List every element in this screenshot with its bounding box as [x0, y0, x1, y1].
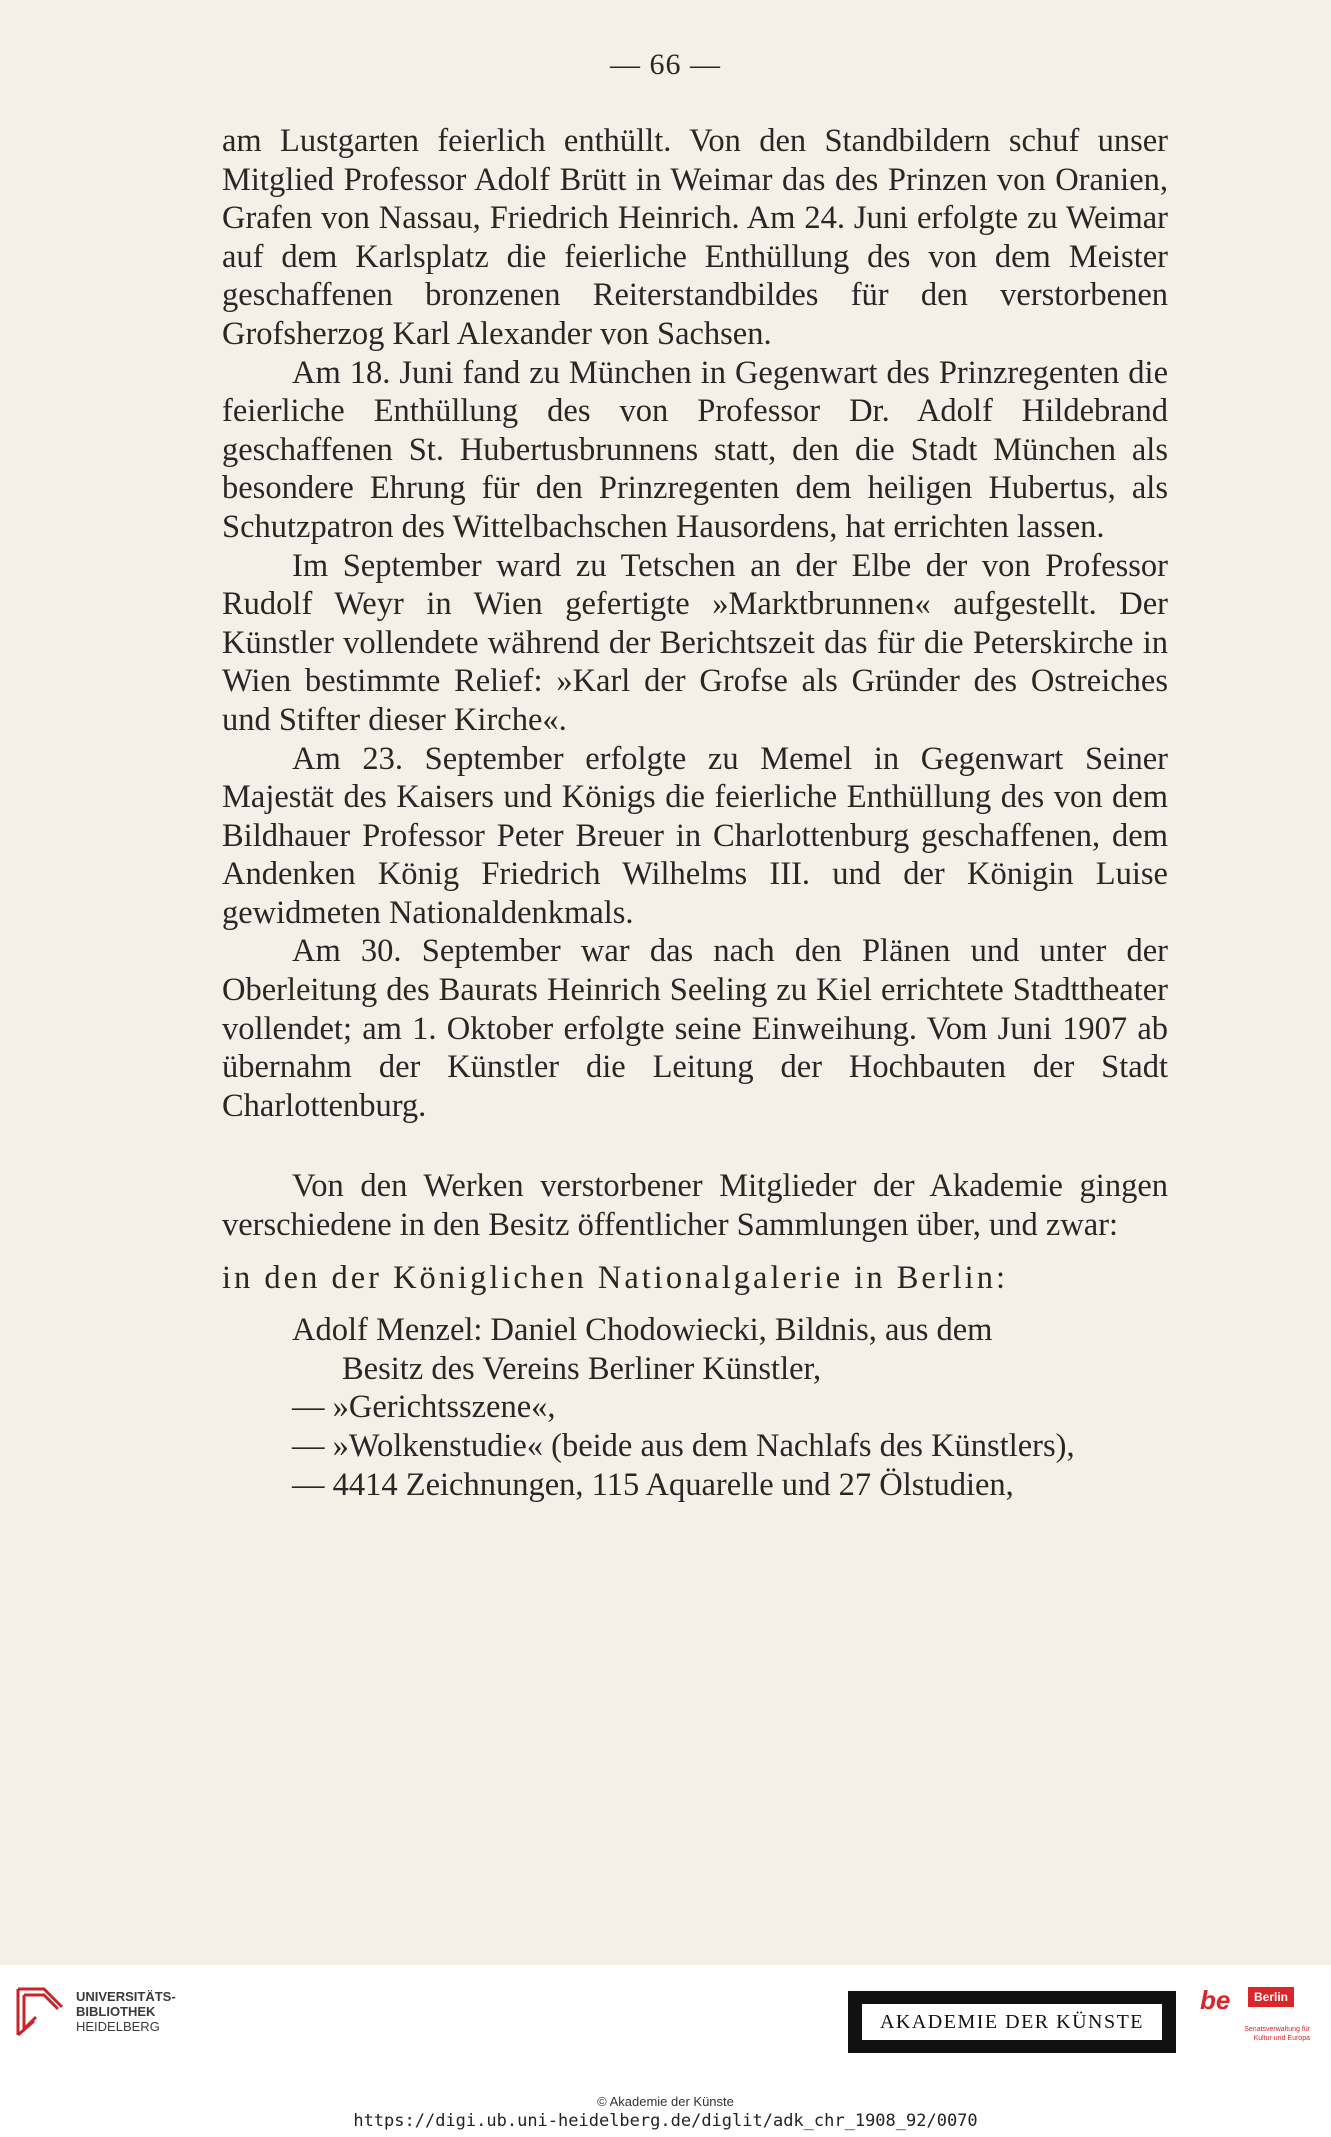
- paragraph-6: Von den Werken verstorbener Mitglieder der Akademie gingen verschiedene in den Besitz öffentlicher Sammlungen über, und zwar:: [222, 1168, 1168, 1244]
- uni-line: UNIVERSITÄTS-: [76, 1989, 176, 2004]
- berlin-tag: Berlin: [1248, 1987, 1294, 2007]
- page-number: — 66 —: [610, 48, 721, 81]
- uni-line: HEIDELBERG: [76, 2019, 160, 2034]
- university-library-name[interactable]: [76, 1989, 176, 2034]
- paragraph-5: Am 30. September war das nach den Plänen und unter der Oberleitung des Baurats Heinrich Seeling zu Kiel errichtete Stadttheater vollendet; am 1. Oktober erfolgte seine Einweihung. Vom Juni 1907 ab übernahm der Künstler die Leitung der Hochbauten der Stadt Charlottenburg.: [222, 933, 1168, 1124]
- uni-line: BIBLIOTHEK: [76, 2004, 156, 2019]
- section-gap: [222, 1245, 1168, 1259]
- paragraph-3: Im September ward zu Tetschen an der Elbe der von Professor Rudolf Weyr in Wien gefertigte »Marktbrunnen« aufgestellt. Der Künstler vollendete während der Berichtszeit das für die Peterskirche in Wien bestimmte Relief: »Karl der Grofse als Gründer des Ostreiches und Stifter dieser Kirche«.: [222, 547, 1168, 738]
- list-item: — »Gerichtsszene«,: [292, 1389, 556, 1426]
- viewer-footer: [0, 1965, 1331, 2137]
- section-gap: [222, 1125, 1168, 1167]
- list-item: Besitz des Vereins Berliner Künstler,: [342, 1350, 822, 1387]
- berlin-be-mark: be: [1200, 1985, 1231, 2015]
- paragraph-2: Am 18. Juni fand zu München in Gegenwart des Prinzregenten die feierliche Enthüllung des von Professor Dr. Adolf Hildebrand geschaffenen St. Hubertusbrunnens statt, den die Stadt München als besondere Ehrung für den Prinzregenten dem heiligen Hubertus, als Schutzpatron des Wittelbachschen Hausordens, hat errichten lassen.: [222, 354, 1168, 545]
- collection-heading: in den der Königlichen Nationalgalerie in Berlin:: [222, 1259, 1008, 1296]
- akademie-logo[interactable]: [848, 1991, 1176, 2053]
- university-logo-icon[interactable]: [14, 1985, 66, 2039]
- section-gap: [222, 1297, 1168, 1311]
- berlin-logo[interactable]: [1200, 1985, 1310, 2055]
- body-text: [222, 122, 1168, 1504]
- paragraph-4: Am 23. September erfolgte zu Memel in Gegenwart Seiner Majestät des Kaisers und Königs die feierliche Enthüllung des von dem Bildhauer Professor Peter Breuer in Charlottenburg geschaffenen, dem Andenken König Friedrich Wilhelms III. und der Königin Luise gewidmeten Nationaldenkmals.: [222, 740, 1168, 931]
- source-url[interactable]: https://digi.ub.uni-heidelberg.de/diglit/adk_chr_1908_92/0070: [353, 2111, 978, 2131]
- berlin-subtitle: Senatsverwaltung für Kultur und Europa: [1244, 2026, 1310, 2042]
- list-item: — »Wolkenstudie« (beide aus dem Nachlafs des Künstlers),: [292, 1428, 1075, 1464]
- akademie-label: AKADEMIE DER KÜNSTE: [862, 2004, 1162, 2040]
- list-item: — 4414 Zeichnungen, 115 Aquarelle und 27 Ölstudien,: [292, 1466, 1014, 1503]
- paragraph-1: am Lustgarten feierlich enthüllt. Von den Standbildern schuf unser Mitglied Professor Adolf Brütt in Weimar das des Prinzen von Oranien, Grafen von Nassau, Friedrich Heinrich. Am 24. Juni erfolgte zu Weimar auf dem Karlsplatz die feierliche Enthüllung des von dem Meister geschaffenen bronzenen Reiterstandbildes für den verstorbenen Grofsherzog Karl Alexander von Sachsen.: [222, 123, 1168, 352]
- copyright-notice: © Akademie der Künste: [597, 2094, 734, 2109]
- list-item: Adolf Menzel: Daniel Chodowiecki, Bildnis, aus dem: [292, 1312, 993, 1349]
